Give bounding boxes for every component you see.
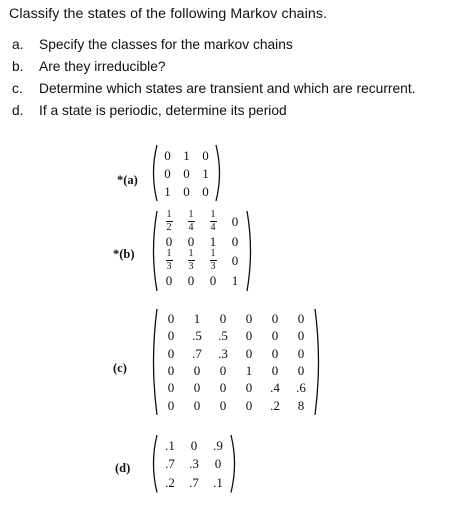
matrix-cell: 0 bbox=[245, 328, 253, 344]
question-text: Are they irreducible? bbox=[39, 59, 166, 74]
matrix-cell: 0 bbox=[245, 397, 253, 413]
matrix-cell: 1 bbox=[193, 311, 201, 327]
matrix-cell: 0 bbox=[297, 328, 305, 344]
matrix-cell: 0 bbox=[214, 456, 222, 472]
matrix-cell: .2 bbox=[165, 474, 175, 490]
matrix-cell: 0 bbox=[167, 363, 175, 379]
matrix-cell bbox=[158, 209, 180, 234]
matrix-cell: 0 bbox=[271, 311, 279, 327]
matrix-cell: .5 bbox=[192, 328, 202, 344]
matrix-cell: 0 bbox=[164, 147, 171, 163]
fraction-denominator: 3 bbox=[210, 261, 216, 273]
matrix-cell bbox=[202, 209, 224, 234]
matrix-cell: 0 bbox=[187, 272, 195, 288]
matrix-cell: .3 bbox=[189, 456, 199, 472]
question-label: c. bbox=[12, 81, 23, 96]
fraction bbox=[210, 210, 217, 233]
fraction-denominator: 4 bbox=[188, 222, 194, 234]
matrix-cell: 0 bbox=[193, 363, 201, 379]
matrix-cell: 1 bbox=[209, 233, 217, 249]
matrix-cell: 0 bbox=[167, 380, 175, 396]
matrix-b bbox=[158, 209, 246, 290]
question-item bbox=[12, 78, 416, 100]
fraction bbox=[188, 249, 195, 272]
matrix-cell: 1 bbox=[245, 363, 253, 379]
fraction-numerator: 1 bbox=[166, 209, 172, 221]
matrix-label-b: *(b) bbox=[113, 247, 135, 261]
matrix-label-a: *(a) bbox=[117, 173, 138, 187]
question-list bbox=[12, 34, 416, 122]
matrix-cell: 0 bbox=[231, 233, 239, 249]
left-parenthesis bbox=[150, 308, 158, 416]
right-parenthesis bbox=[230, 434, 238, 494]
matrix-cell: 0 bbox=[193, 397, 201, 413]
matrix-cell bbox=[180, 248, 202, 273]
right-parenthesis bbox=[314, 308, 322, 416]
question-text: If a state is periodic, determine its period bbox=[39, 103, 287, 118]
matrix-cell: 0 bbox=[183, 183, 190, 199]
matrix-cell: 0 bbox=[245, 311, 253, 327]
matrix-cell: 0 bbox=[165, 233, 173, 249]
matrix-label-c: (c) bbox=[113, 361, 127, 375]
matrix-cell: 0 bbox=[245, 345, 253, 361]
matrix-cell: .3 bbox=[218, 345, 228, 361]
matrix-cell: .4 bbox=[270, 380, 280, 396]
left-parenthesis bbox=[150, 210, 158, 292]
fraction-numerator: 1 bbox=[210, 209, 216, 221]
matrix-cell: .7 bbox=[165, 456, 175, 472]
left-parenthesis bbox=[150, 434, 158, 494]
matrix-cell: 0 bbox=[193, 380, 201, 396]
matrix-cell: 0 bbox=[165, 272, 173, 288]
fraction bbox=[210, 249, 217, 272]
matrix-cell: 0 bbox=[219, 397, 227, 413]
fraction bbox=[188, 210, 195, 233]
matrix-cell: 0 bbox=[297, 345, 305, 361]
fraction-denominator: 3 bbox=[166, 261, 172, 273]
matrix-cell: 0 bbox=[202, 183, 209, 199]
matrix-cell: 0 bbox=[231, 214, 239, 230]
fraction-numerator: 1 bbox=[188, 248, 194, 260]
matrix-cell: 0 bbox=[271, 363, 279, 379]
matrix-cell: 0 bbox=[167, 311, 175, 327]
matrix-cell: 0 bbox=[187, 233, 195, 249]
right-parenthesis bbox=[215, 144, 223, 202]
fraction-denominator: 3 bbox=[188, 261, 194, 273]
question-text: Specify the classes for the markov chains bbox=[39, 37, 293, 52]
matrix-cell: 0 bbox=[297, 363, 305, 379]
matrix-cell: 0 bbox=[219, 380, 227, 396]
right-parenthesis bbox=[246, 210, 254, 292]
fraction-numerator: 1 bbox=[166, 248, 172, 260]
fraction-denominator: 4 bbox=[210, 222, 216, 234]
matrix-cell: 0 bbox=[167, 397, 175, 413]
matrix-cell: .9 bbox=[213, 437, 223, 453]
question-item bbox=[12, 34, 416, 56]
matrix-a bbox=[158, 146, 215, 200]
fraction bbox=[166, 210, 173, 233]
matrix-cell: 0 bbox=[183, 165, 190, 181]
matrix-cell: .1 bbox=[213, 474, 223, 490]
matrix-cell: 1 bbox=[202, 165, 209, 181]
question-text: Determine which states are transient and which are recurrent. bbox=[39, 81, 416, 96]
matrix-cell: 1 bbox=[231, 272, 239, 288]
matrix-cell: 0 bbox=[271, 328, 279, 344]
matrix-cell: 0 bbox=[164, 165, 171, 181]
fraction-numerator: 1 bbox=[188, 209, 194, 221]
matrix-cell: 0 bbox=[202, 147, 209, 163]
matrix-cell bbox=[202, 248, 224, 273]
matrix-cell: .2 bbox=[270, 397, 280, 413]
matrix-cell: 0 bbox=[209, 272, 217, 288]
fraction bbox=[166, 249, 173, 272]
matrix-cell: 0 bbox=[297, 311, 305, 327]
matrix-cell: 0 bbox=[271, 345, 279, 361]
matrix-cell: .5 bbox=[218, 328, 228, 344]
question-label: b. bbox=[12, 59, 24, 74]
left-parenthesis bbox=[150, 144, 158, 202]
matrix-cell: 0 bbox=[167, 345, 175, 361]
matrix-cell: 0 bbox=[190, 437, 198, 453]
matrix-cell: 0 bbox=[231, 253, 239, 269]
matrix-cell bbox=[180, 209, 202, 234]
matrix-cell: 0 bbox=[219, 363, 227, 379]
matrix-cell bbox=[158, 248, 180, 273]
question-item bbox=[12, 100, 416, 122]
matrix-cell: .7 bbox=[192, 345, 202, 361]
matrix-cell: 1 bbox=[164, 183, 171, 199]
matrix-cell: 1 bbox=[183, 147, 190, 163]
fraction-numerator: 1 bbox=[210, 248, 216, 260]
question-item bbox=[12, 56, 416, 78]
problem-title: Classify the states of the following Markov chains. bbox=[9, 6, 328, 22]
fraction-denominator: 2 bbox=[166, 222, 172, 234]
matrix-cell: .7 bbox=[189, 474, 199, 490]
matrix-cell: 0 bbox=[219, 311, 227, 327]
matrix-d bbox=[158, 436, 230, 492]
matrix-cell: .6 bbox=[296, 380, 306, 396]
matrix-cell: .1 bbox=[165, 437, 175, 453]
question-label: a. bbox=[12, 37, 24, 52]
matrix-cell: 0 bbox=[245, 380, 253, 396]
matrix-cell: 8 bbox=[297, 397, 305, 413]
matrix-c bbox=[158, 310, 314, 414]
matrix-label-d: (d) bbox=[115, 461, 131, 475]
question-label: d. bbox=[12, 103, 24, 118]
matrix-cell: 0 bbox=[167, 328, 175, 344]
